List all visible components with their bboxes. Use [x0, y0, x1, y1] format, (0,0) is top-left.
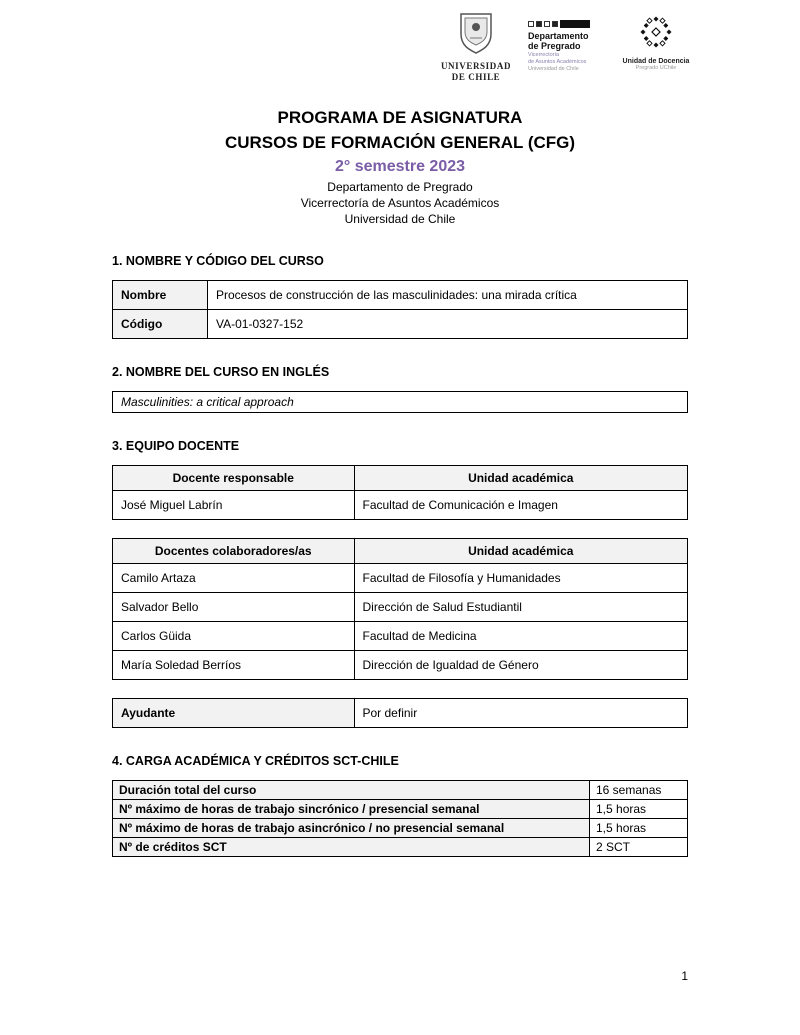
column-header: Docente responsable [113, 466, 355, 491]
semester-subtitle: 2° semestre 2023 [334, 158, 466, 176]
cell-name: José Miguel Labrín [113, 491, 355, 520]
table-row [113, 622, 688, 651]
table-row [113, 491, 688, 520]
table-row [113, 564, 688, 593]
uchile-logo-text-line1: UNIVERSIDAD [440, 61, 512, 71]
cell-value: Procesos de construcción de las masculinidades: una mirada crítica [208, 281, 688, 310]
cell-label: Nº máximo de horas de trabajo sincrónico / presencial semanal [113, 800, 590, 819]
table-row [113, 819, 688, 838]
course-name-table [112, 280, 688, 339]
table-row [113, 838, 688, 857]
english-name-box: Masculinities: a critical approach [112, 391, 688, 413]
cell-label: Nº máximo de horas de trabajo asincrónico / no presencial semanal [113, 819, 590, 838]
cell-unit: Facultad de Comunicación e Imagen [354, 491, 688, 520]
table-header-row [113, 539, 688, 564]
uchile-logo [438, 12, 514, 84]
cell-name: María Soledad Berríos [113, 651, 355, 680]
uchile-crest-icon [458, 12, 494, 56]
table-row [113, 699, 688, 728]
pregrado-logo-title-line2: de Pregrado [528, 41, 581, 52]
cell-label: Código [113, 310, 208, 339]
cell-value: Por definir [354, 699, 688, 728]
cell-unit: Dirección de Igualdad de Género [354, 651, 688, 680]
table-row [113, 281, 688, 310]
cell-unit: Dirección de Salud Estudiantil [354, 593, 688, 622]
cell-value: 1,5 horas [590, 800, 688, 819]
document-title-line2: CURSOS DE FORMACIÓN GENERAL (CFG) [224, 132, 576, 152]
pregrado-logo-sub2: de Asuntos Académicos [528, 58, 587, 65]
section1-heading: 1. NOMBRE Y CÓDIGO DEL CURSO [112, 254, 324, 269]
section2-heading: 2. NOMBRE DEL CURSO EN INGLÉS [112, 365, 330, 380]
docencia-logo-subtitle: Pregrado UChile [635, 65, 677, 71]
header-subtitle-1: Departamento de Pregrado [327, 180, 473, 195]
carga-academica-table [112, 780, 688, 857]
docencia-ring-icon [636, 12, 676, 52]
header-subtitle-3: Universidad de Chile [344, 212, 456, 227]
section4-heading: 4. CARGA ACADÉMICA Y CRÉDITOS SCT-CHILE [112, 754, 399, 769]
pregrado-logo-title-line1: Departamento [528, 31, 589, 41]
header-subtitle-2: Vicerrectoría de Asuntos Académicos [300, 196, 500, 211]
table-row [113, 781, 688, 800]
cell-value: 16 semanas [590, 781, 688, 800]
table-header-row [113, 466, 688, 491]
document-title-line1: PROGRAMA DE ASIGNATURA [277, 108, 523, 127]
docencia-logo-title: Unidad de Docencia [622, 58, 690, 65]
cell-label: Ayudante [113, 699, 355, 728]
cell-label: Nombre [113, 281, 208, 310]
ayudante-table [112, 698, 688, 728]
table-row [113, 651, 688, 680]
docencia-logo [620, 12, 692, 71]
pregrado-logo-sub1: Vicerrectoría [528, 51, 560, 58]
uchile-logo-text-line2: DE CHILE [451, 72, 501, 83]
cell-value: VA-01-0327-152 [208, 310, 688, 339]
table-row [113, 593, 688, 622]
cell-name: Camilo Artaza [113, 564, 355, 593]
cell-label: Duración total del curso [113, 781, 590, 800]
colaboradores-table [112, 538, 688, 680]
responsable-table [112, 465, 688, 520]
pregrado-squares-icon [528, 20, 606, 28]
column-header: Unidad académica [354, 466, 688, 491]
cell-value: 1,5 horas [590, 819, 688, 838]
cell-value: 2 SCT [590, 838, 688, 857]
page-number: 1 [681, 969, 688, 983]
cell-name: Carlos Güida [113, 622, 355, 651]
cell-unit: Facultad de Filosofía y Humanidades [354, 564, 688, 593]
pregrado-logo-sub3: Universidad de Chile [528, 65, 579, 72]
cell-name: Salvador Bello [113, 593, 355, 622]
logo-row [438, 12, 692, 84]
cell-label: Nº de créditos SCT [113, 838, 590, 857]
table-row [113, 800, 688, 819]
pregrado-logo [528, 12, 606, 73]
table-row [113, 310, 688, 339]
cell-unit: Facultad de Medicina [354, 622, 688, 651]
section3-heading: 3. EQUIPO DOCENTE [112, 439, 240, 454]
column-header: Unidad académica [354, 539, 688, 564]
column-header: Docentes colaboradores/as [113, 539, 355, 564]
